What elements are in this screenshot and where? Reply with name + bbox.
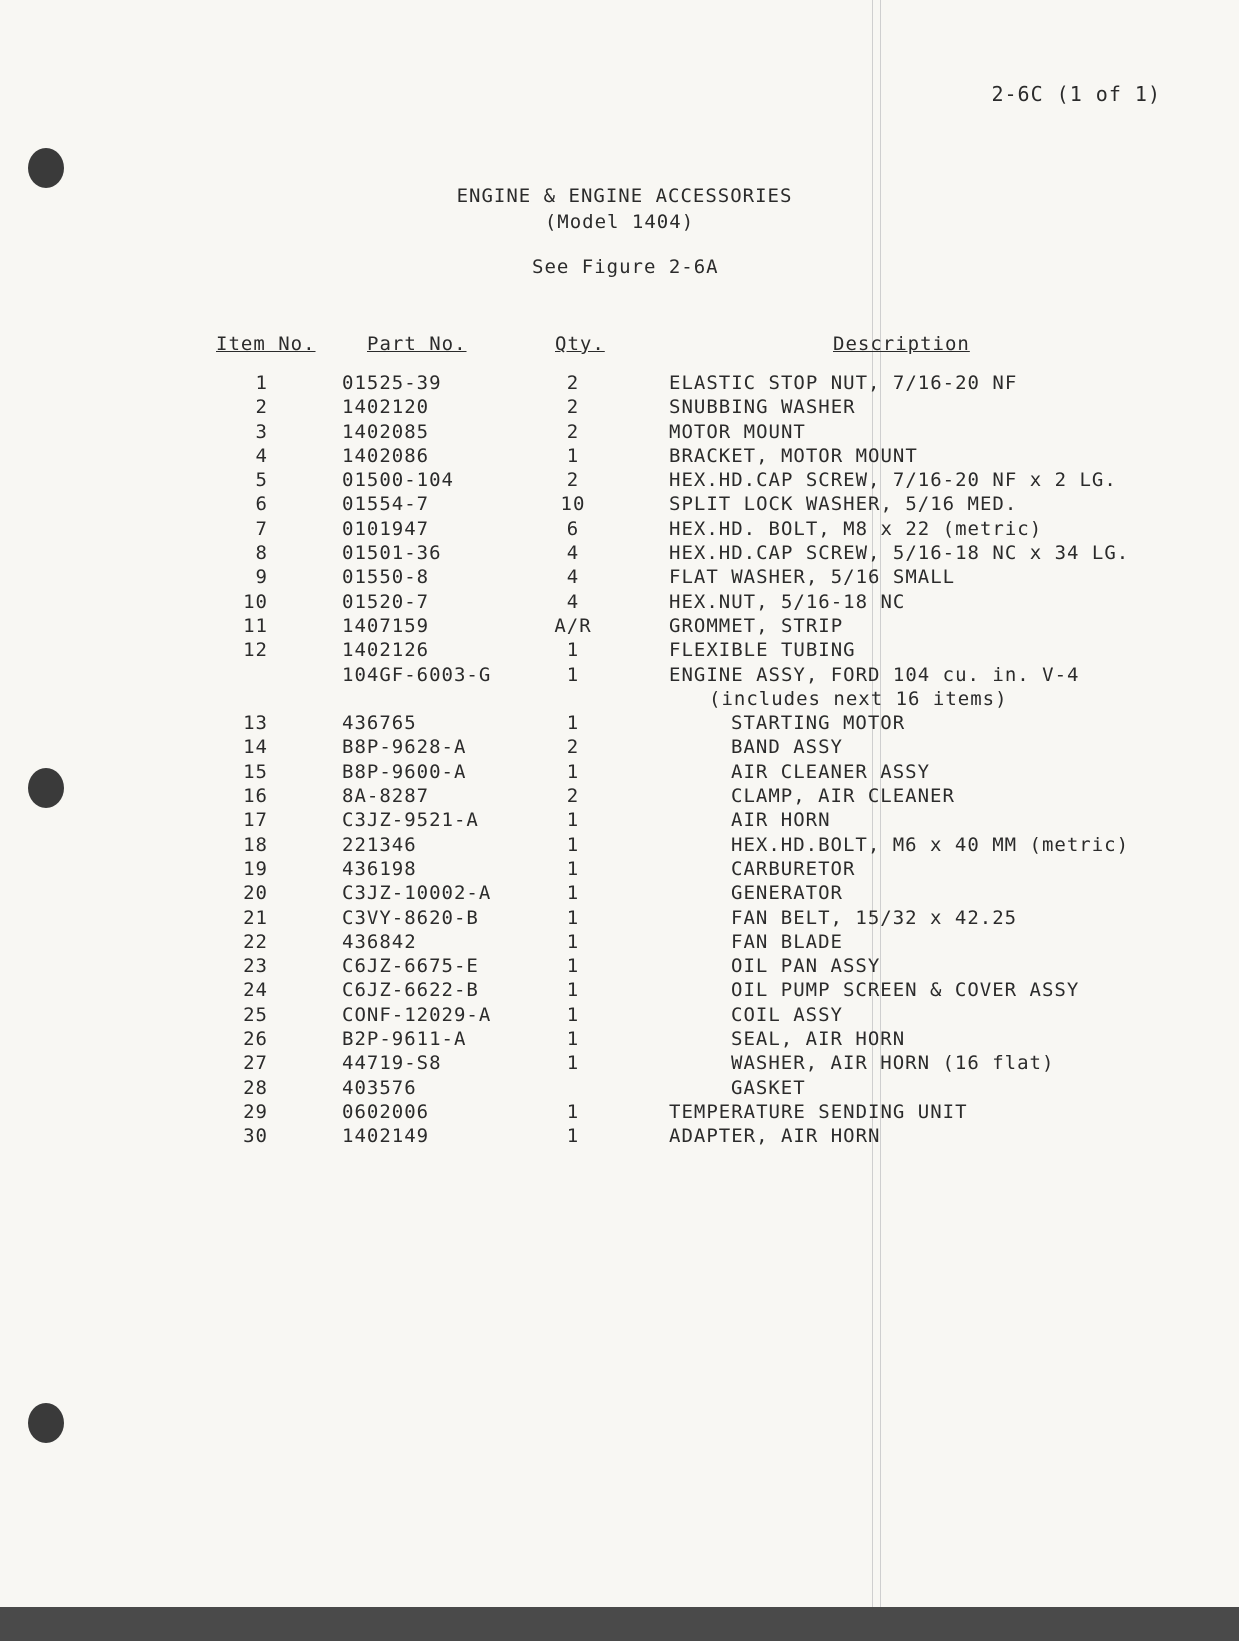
table-row	[0, 931, 1239, 955]
page-reference: 2-6C (1 of 1)	[991, 82, 1161, 106]
table-row	[0, 1028, 1239, 1052]
quantity: 1	[566, 444, 580, 467]
description: CLAMP, AIR CLEANER	[731, 785, 955, 808]
quantity: 1	[566, 1003, 580, 1026]
part-number: 8A-8287	[342, 785, 430, 808]
item-number: 24	[243, 979, 268, 1002]
item-number: 17	[243, 809, 268, 832]
quantity: 10	[560, 493, 586, 516]
item-number: 1	[255, 372, 268, 394]
table-row	[0, 736, 1239, 760]
part-number: C3JZ-9521-A	[342, 809, 479, 832]
description: HEX.NUT, 5/16-18 NC	[669, 590, 906, 613]
part-number: 44719-S8	[342, 1052, 442, 1075]
description: ADAPTER, AIR HORN	[669, 1125, 881, 1148]
quantity: 1	[566, 663, 580, 686]
description: OIL PAN ASSY	[731, 955, 881, 978]
part-number: 403576	[342, 1076, 417, 1099]
table-row	[0, 469, 1239, 493]
item-number: 20	[243, 882, 268, 905]
item-number: 3	[255, 420, 268, 443]
table-row	[0, 566, 1239, 590]
part-number: 1402126	[342, 639, 430, 662]
quantity: 1	[566, 809, 580, 832]
quantity: 1	[566, 1028, 580, 1051]
item-number: 22	[243, 930, 268, 953]
quantity: 1	[566, 833, 580, 856]
description: (includes next 16 items)	[709, 687, 1008, 710]
table-row	[0, 664, 1239, 688]
table-row	[0, 882, 1239, 906]
table-row	[0, 615, 1239, 639]
quantity: 1	[566, 1125, 580, 1148]
part-number: 436198	[342, 857, 417, 880]
column-header-description: Description	[833, 333, 970, 355]
part-number: B8P-9628-A	[342, 736, 467, 759]
quantity: 1	[566, 882, 580, 905]
part-number: 01520-7	[342, 590, 430, 613]
quantity: 1	[566, 760, 580, 783]
item-number: 28	[243, 1076, 268, 1099]
table-row	[0, 591, 1239, 615]
item-number: 18	[243, 833, 268, 856]
item-number: 26	[243, 1028, 268, 1051]
item-number: 10	[243, 590, 268, 613]
description: SPLIT LOCK WASHER, 5/16 MED.	[669, 493, 1018, 516]
description: STARTING MOTOR	[731, 712, 906, 735]
quantity: 1	[566, 1100, 580, 1123]
table-row	[0, 1052, 1239, 1076]
quantity: 1	[566, 857, 580, 880]
quantity: 1	[566, 930, 580, 953]
table-row	[0, 542, 1239, 566]
item-number: 27	[243, 1052, 268, 1075]
item-number: 13	[243, 712, 268, 735]
item-number: 16	[243, 785, 268, 808]
quantity: 1	[566, 639, 580, 662]
part-number: 1402149	[342, 1125, 430, 1148]
part-number: 01501-36	[342, 542, 442, 565]
description: AIR HORN	[731, 809, 831, 832]
quantity: 2	[566, 736, 580, 759]
item-number: 8	[255, 542, 268, 565]
quantity: 6	[566, 517, 580, 540]
item-number: 4	[255, 444, 268, 467]
table-row	[0, 518, 1239, 542]
description: HEX.HD. BOLT, M8 x 22 (metric)	[669, 517, 1043, 540]
table-row	[0, 1101, 1239, 1125]
description: ENGINE ASSY, FORD 104 cu. in. V-4	[669, 663, 1080, 686]
table-row	[0, 761, 1239, 785]
part-number: CONF-12029-A	[342, 1003, 492, 1026]
table-row	[0, 372, 1239, 396]
column-header-qty: Qty.	[555, 333, 605, 355]
quantity: 4	[566, 566, 580, 589]
item-number: 30	[243, 1125, 268, 1148]
part-number: 1407159	[342, 614, 430, 637]
part-number: 104GF-6003-G	[342, 663, 492, 686]
item-number: 23	[243, 955, 268, 978]
item-number: 29	[243, 1100, 268, 1123]
figure-reference: See Figure 2-6A	[532, 256, 719, 278]
item-number: 25	[243, 1003, 268, 1026]
part-number: 0101947	[342, 517, 430, 540]
description: BAND ASSY	[731, 736, 843, 759]
part-number: 01500-104	[342, 469, 454, 492]
part-number: C3VY-8620-B	[342, 906, 479, 929]
table-row	[0, 493, 1239, 517]
description: WASHER, AIR HORN (16 flat)	[731, 1052, 1055, 1075]
item-number: 5	[255, 469, 268, 492]
part-number: 1402120	[342, 396, 430, 419]
table-row	[0, 979, 1239, 1003]
binder-hole	[28, 1403, 64, 1443]
table-row	[0, 907, 1239, 931]
binder-hole	[28, 148, 64, 188]
quantity: 2	[566, 420, 580, 443]
part-number: 1402085	[342, 420, 430, 443]
table-row	[0, 809, 1239, 833]
description: AIR CLEANER ASSY	[731, 760, 931, 783]
part-number: 436842	[342, 930, 417, 953]
scan-edge-bar	[0, 1607, 1239, 1641]
table-row	[0, 858, 1239, 882]
quantity: 4	[566, 542, 580, 565]
item-number: 9	[255, 566, 268, 589]
part-number: C6JZ-6675-E	[342, 955, 479, 978]
description: TEMPERATURE SENDING UNIT	[669, 1100, 968, 1123]
page-title: ENGINE & ENGINE ACCESSORIES	[456, 185, 793, 207]
quantity: 2	[566, 785, 580, 808]
item-number: 2	[255, 396, 268, 419]
part-number: 01525-39	[342, 372, 442, 394]
description: BRACKET, MOTOR MOUNT	[669, 444, 918, 467]
table-row	[0, 955, 1239, 979]
description: FAN BELT, 15/32 x 42.25	[731, 906, 1018, 929]
description: GENERATOR	[731, 882, 843, 905]
column-header-item: Item No.	[216, 333, 316, 355]
description: GROMMET, STRIP	[669, 614, 844, 637]
column-header-part: Part No.	[367, 333, 467, 355]
description: SNUBBING WASHER	[669, 396, 856, 419]
description: GASKET	[731, 1076, 806, 1099]
description: MOTOR MOUNT	[669, 420, 806, 443]
quantity: 1	[566, 1052, 580, 1075]
part-number: 436765	[342, 712, 417, 735]
item-number: 15	[243, 760, 268, 783]
item-number: 21	[243, 906, 268, 929]
quantity: 1	[566, 955, 580, 978]
description: FAN BLADE	[731, 930, 843, 953]
table-row	[0, 1004, 1239, 1028]
part-number: B2P-9611-A	[342, 1028, 467, 1051]
description: HEX.HD.CAP SCREW, 5/16-18 NC x 34 LG.	[669, 542, 1130, 565]
parts-table	[0, 372, 1239, 1150]
description: CARBURETOR	[731, 857, 856, 880]
description: FLEXIBLE TUBING	[669, 639, 856, 662]
table-row	[0, 421, 1239, 445]
page-subtitle: (Model 1404)	[544, 211, 695, 233]
table-row	[0, 639, 1239, 663]
part-number: 01550-8	[342, 566, 430, 589]
table-row	[0, 834, 1239, 858]
description: OIL PUMP SCREEN & COVER ASSY	[731, 979, 1080, 1002]
part-number: 1402086	[342, 444, 430, 467]
description: COIL ASSY	[731, 1003, 843, 1026]
quantity: 1	[566, 979, 580, 1002]
part-number: 221346	[342, 833, 417, 856]
part-number: B8P-9600-A	[342, 760, 467, 783]
quantity: 4	[566, 590, 580, 613]
quantity: 2	[566, 372, 580, 394]
quantity: 2	[566, 396, 580, 419]
item-number: 12	[243, 639, 268, 662]
table-row	[0, 445, 1239, 469]
part-number: C6JZ-6622-B	[342, 979, 479, 1002]
item-number: 19	[243, 857, 268, 880]
table-row	[0, 688, 1239, 712]
quantity: 1	[566, 712, 580, 735]
table-row	[0, 785, 1239, 809]
table-row	[0, 396, 1239, 420]
description: SEAL, AIR HORN	[731, 1028, 906, 1051]
item-number: 11	[243, 614, 268, 637]
part-number: 01554-7	[342, 493, 430, 516]
quantity: A/R	[554, 614, 592, 637]
table-header	[0, 333, 1239, 361]
table-row	[0, 1125, 1239, 1149]
part-number: 0602006	[342, 1100, 430, 1123]
table-row	[0, 712, 1239, 736]
item-number: 7	[255, 517, 268, 540]
table-row	[0, 1077, 1239, 1101]
item-number: 6	[255, 493, 268, 516]
title-block	[0, 183, 1239, 235]
description: HEX.HD.CAP SCREW, 7/16-20 NF x 2 LG.	[669, 469, 1117, 492]
part-number: C3JZ-10002-A	[342, 882, 492, 905]
quantity: 2	[566, 469, 580, 492]
description: ELASTIC STOP NUT, 7/16-20 NF	[669, 372, 1018, 394]
item-number: 14	[243, 736, 268, 759]
quantity: 1	[566, 906, 580, 929]
description: FLAT WASHER, 5/16 SMALL	[669, 566, 956, 589]
description: HEX.HD.BOLT, M6 x 40 MM (metric)	[731, 833, 1130, 856]
